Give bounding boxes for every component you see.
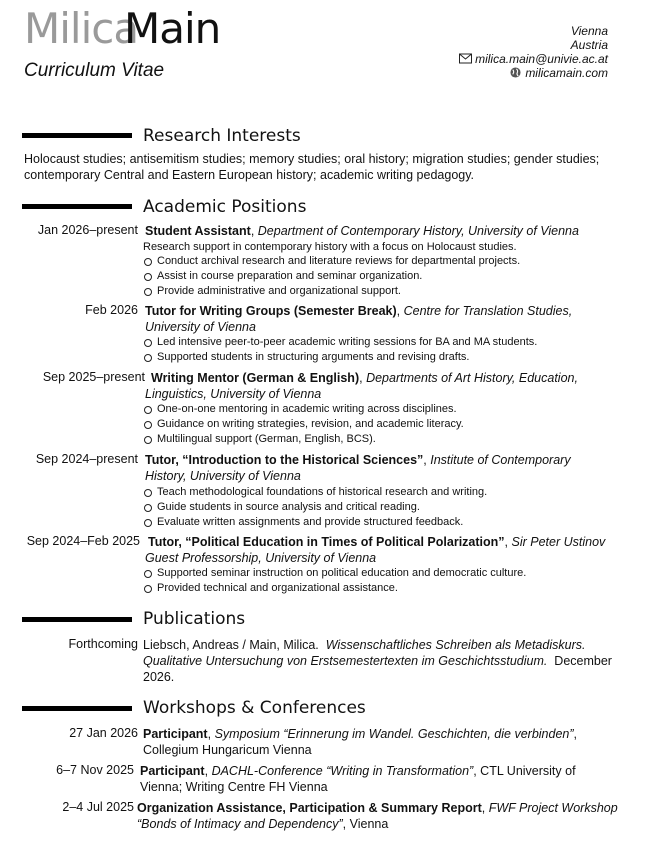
publication-date: Forthcoming [68, 637, 138, 651]
list-item: One-on-one mentoring in academic writing across disciplines. [143, 402, 464, 417]
section-title-workshops: Workshops & Conferences [143, 698, 366, 718]
section-title-publications: Publications [143, 609, 246, 629]
first-name: Milica [24, 4, 139, 53]
position-date: Jan 2026–present [37, 223, 138, 237]
position-title: Tutor for Writing Groups (Semester Break), Centre for Translation Studies, University of Vienna [145, 304, 573, 334]
position-bullets [143, 335, 537, 365]
position-bullets [143, 402, 464, 447]
section-title-positions: Academic Positions [143, 197, 307, 217]
list-item: Conduct archival research and literature reviews for departmental projects. [143, 254, 520, 269]
website-link[interactable]: milicamain.com [525, 66, 608, 80]
contact-country: Austria [570, 38, 608, 52]
workshop-date: 27 Jan 2026 [69, 726, 138, 740]
position-title: Tutor, “Introduction to the Historical Sciences”, Institute of Contemporary History, University of Vienna [145, 453, 571, 483]
section-divider [22, 617, 132, 622]
position-title: Student Assistant, Department of Contemporary History, University of Vienna [145, 224, 579, 238]
position-title: Tutor, “Political Education in Times of Political Polarization”, Sir Peter Ustinov Guest Professorship, University of Vienna [145, 535, 606, 565]
workshop-entry: Participant, DACHL-Conference “Writing in Transformation”, CTL University of Vienna; Writing Centre FH Vienna [140, 764, 576, 794]
position-date: Sep 2024–present [35, 452, 138, 466]
list-item: Teach methodological foundations of historical research and writing. [143, 485, 487, 500]
email-link[interactable]: milica.main@univie.ac.at [475, 52, 608, 66]
workshop-date: 2–4 Jul 2025 [62, 800, 134, 814]
section-divider [22, 204, 132, 209]
contact-email[interactable] [459, 52, 608, 66]
list-item: Provided technical and organizational assistance. [143, 581, 526, 596]
section-title-research: Research Interests [143, 126, 301, 146]
list-item: Led intensive peer-to-peer academic writing sessions for BA and MA students. [143, 335, 537, 350]
list-item: Multilingual support (German, English, BCS). [143, 432, 464, 447]
list-item: Supported students in structuring arguments and revising drafts. [143, 350, 537, 365]
position-date: Sep 2024–Feb 2025 [26, 534, 140, 548]
research-interests-text: Holocaust studies; antisemitism studies; memory studies; oral history; migration studies; gender studies; contemporary Central and Eastern European history; academic writing pedagogy. [24, 152, 600, 182]
section-divider [22, 133, 132, 138]
publication-entry: Liebsch, Andreas / Main, Milica. Wissenschaftliches Schreiben als Metadiskurs. Qualitative Untersuchung von Erstsemestertexten im Geschichtsstudium. December 2026. [143, 638, 612, 684]
list-item: Guide students in source analysis and critical reading. [143, 500, 487, 515]
workshop-date: 6–7 Nov 2025 [56, 763, 134, 777]
globe-icon [509, 67, 522, 78]
list-item: Provide administrative and organizational support. [143, 284, 520, 299]
list-item: Evaluate written assignments and provide structured feedback. [143, 515, 487, 530]
position-bullets [143, 566, 526, 596]
envelope-icon [459, 53, 472, 64]
contact-city: Vienna [570, 24, 608, 38]
list-item: Guidance on writing strategies, revision, and academic literacy. [143, 417, 464, 432]
position-bullets [143, 254, 520, 299]
list-item: Assist in course preparation and seminar organization. [143, 269, 520, 284]
workshop-entry: Organization Assistance, Participation & Summary Report, FWF Project Workshop “Bonds of Intimacy and Dependency”, Vienna [137, 801, 618, 831]
position-date: Feb 2026 [85, 303, 138, 317]
position-date: Sep 2025–present [42, 370, 145, 384]
contact-website[interactable] [509, 66, 608, 80]
document-subtitle: Curriculum Vitae [24, 60, 165, 81]
list-item: Supported seminar instruction on political education and democratic culture. [143, 566, 526, 581]
position-description: Research support in contemporary history with a focus on Holocaust studies. [143, 241, 517, 253]
section-divider [22, 706, 132, 711]
workshop-entry: Participant, Symposium “Erinnerung im Wandel. Geschichten, die verbinden”, Collegium Hungaricum Vienna [143, 727, 578, 757]
last-name: Main [124, 4, 221, 53]
position-title: Writing Mentor (German & English), Departments of Art History, Education, Linguistics, University of Vienna [145, 371, 578, 401]
position-bullets [143, 485, 487, 530]
